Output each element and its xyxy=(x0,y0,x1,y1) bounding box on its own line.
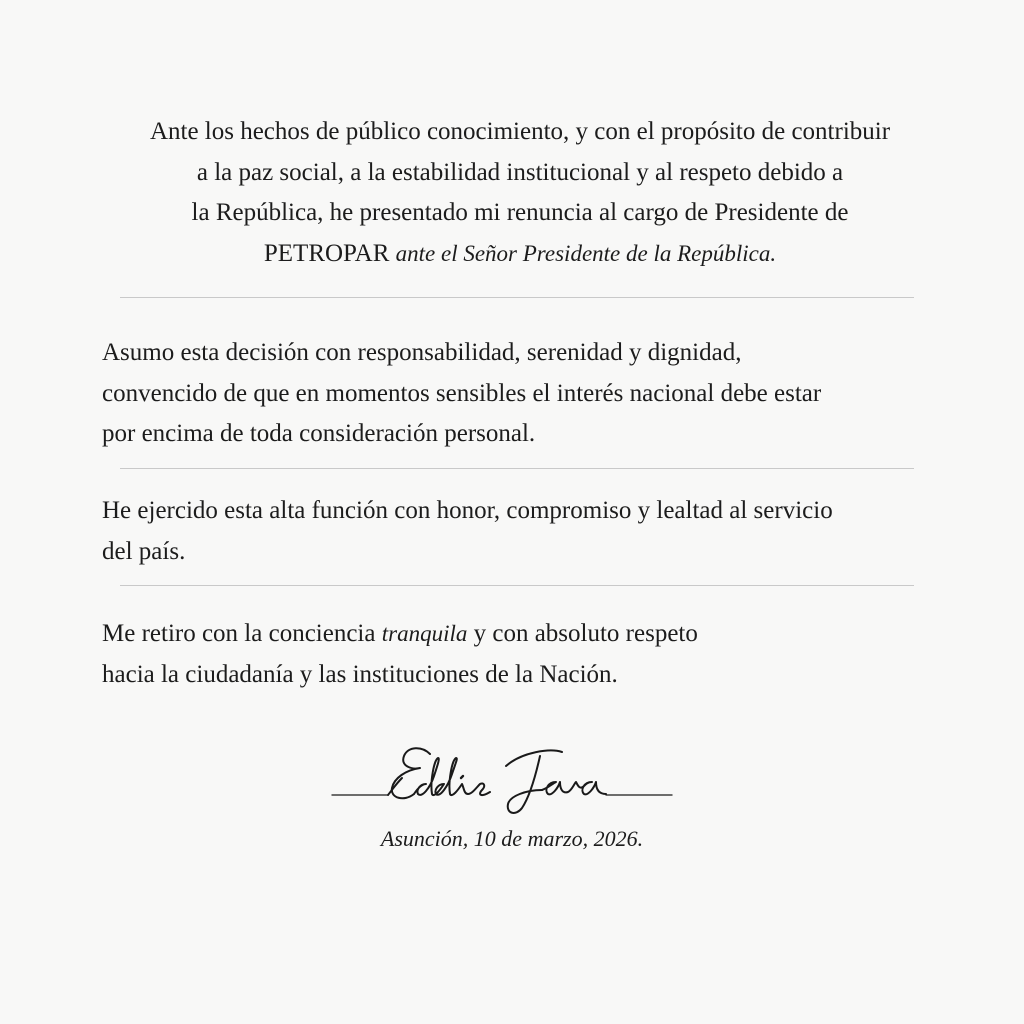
paragraph-line-plain: y con absoluto respeto xyxy=(467,620,698,647)
paragraph-line: a la paz social, a la estabilidad institucional y al respeto debido a xyxy=(196,158,844,186)
paragraph-line-plain: Me retiro con la conciencia xyxy=(102,620,382,647)
paragraph-line: del país. xyxy=(102,537,186,565)
paragraph-line: la República, he presentado mi renuncia al cargo de Presidente de xyxy=(191,199,849,226)
divider xyxy=(120,468,914,469)
paragraph-line: He ejercido esta alta función con honor, compromiso y lealtad al servicio xyxy=(102,497,833,524)
paragraph-line-plain: PETROPAR xyxy=(263,239,396,267)
paragraph-line: convencido de que en momentos sensibles el interés nacional debe estar xyxy=(102,379,822,407)
paragraph-line: Asumo esta decisión con responsabilidad, serenidad y dignidad, xyxy=(102,339,742,366)
handwritten-signature xyxy=(330,738,675,818)
divider xyxy=(120,297,914,298)
date-line: Asunción, 10 de marzo, 2026. xyxy=(380,826,644,851)
paragraph-line: Ante los hechos de público conocimiento, y con el propósito de contribuir xyxy=(149,118,891,145)
divider xyxy=(120,585,914,586)
paragraph-resignation-statement xyxy=(90,112,950,274)
paragraph-farewell xyxy=(102,614,932,695)
paragraph-line xyxy=(102,614,932,655)
paragraph-line: por encima de toda consideración personal. xyxy=(102,420,536,447)
paragraph-line-italic: tranquila xyxy=(381,621,468,646)
paragraph-line xyxy=(90,234,950,275)
paragraph-service xyxy=(102,491,932,572)
paragraph-line-italic: ante el Señor Presidente de la República. xyxy=(395,240,777,266)
paragraph-line: hacia la ciudadanía y las instituciones de la Nación. xyxy=(102,660,618,688)
paragraph-decision xyxy=(102,333,932,455)
